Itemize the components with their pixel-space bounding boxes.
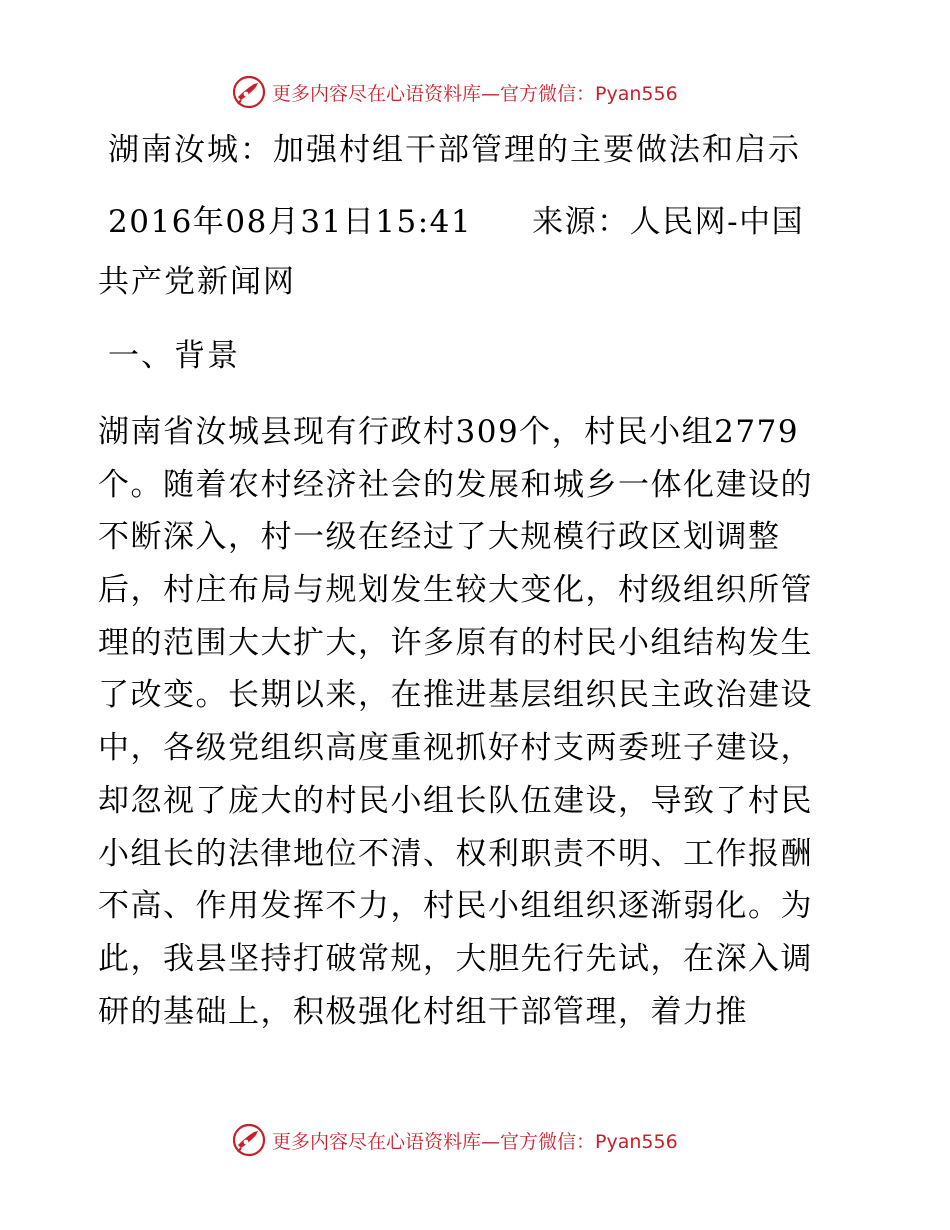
banner-wechat: Pyan556 [595,82,678,105]
header-banner [232,74,678,110]
article-source-cont: 共产党新闻网 [98,264,296,300]
section-heading: 一、背景 [108,338,240,374]
banner-suffix: 官方微信： [500,82,596,105]
banner-separator: — [481,82,501,105]
article-title: 湖南汝城：加强村组干部管理的主要做法和启示 [108,132,801,168]
banner-main-text: 更多内容尽在心语资料库 [272,82,482,105]
pen-logo-icon [232,75,266,109]
banner-suffix: 官方微信： [500,1130,596,1153]
banner-text [272,1127,678,1154]
banner-separator: — [481,1130,501,1153]
footer-banner [232,1122,678,1158]
paragraph-line: 小组长的法律地位不清、权利职责不明、工作报酬 [98,835,813,872]
paragraph-line: 了改变。长期以来，在推进基层组织民主政治建设 [98,677,813,714]
article-meta [108,196,804,241]
paragraph-line: 此，我县坚持打破常规，大胆先行先试，在深入调 [98,940,813,977]
paragraph-line: 却忽视了庞大的村民小组长队伍建设，导致了村民 [98,782,813,819]
paragraph-line: 不高、作用发挥不力，村民小组组织逐渐弱化。为 [98,888,813,925]
paragraph-line: 后，村庄布局与规划发生较大变化，村级组织所管 [98,572,813,609]
article-source: 来源：人民网-中国 [532,204,805,240]
banner-text [272,79,678,106]
article-datetime: 2016年08月31日15:41 [108,204,473,240]
banner-wechat: Pyan556 [595,1130,678,1153]
paragraph-line: 中，各级党组织高度重视抓好村支两委班子建设， [98,730,813,767]
paragraph-line: 个。随着农村经济社会的发展和城乡一体化建设的 [98,466,813,503]
paragraph-line: 研的基础上，积极强化村组干部管理，着力推 [98,993,748,1030]
pen-logo-icon [232,1123,266,1157]
article-paragraph [98,406,813,1038]
paragraph-line: 不断深入，村一级在经过了大规模行政区划调整 [98,519,781,556]
paragraph-line: 湖南省汝城县现有行政村309个，村民小组2779 [98,414,800,450]
paragraph-line: 理的范围大大扩大，许多原有的村民小组结构发生 [98,624,813,661]
banner-main-text: 更多内容尽在心语资料库 [272,1130,482,1153]
